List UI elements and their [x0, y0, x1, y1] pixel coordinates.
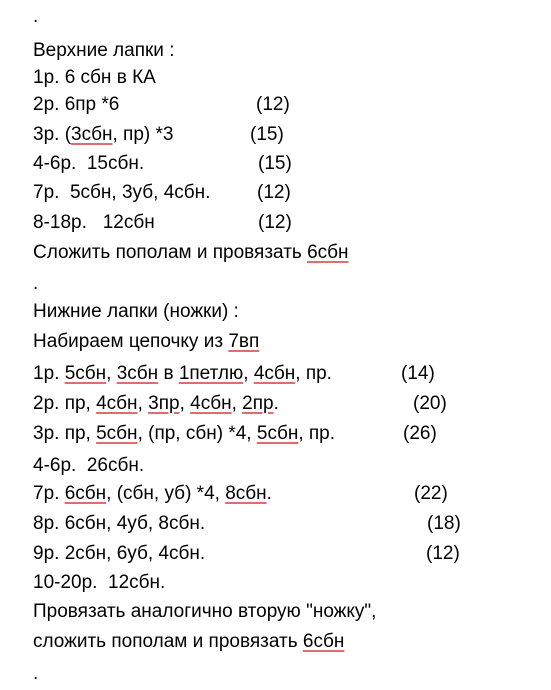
stitch-count: (26) — [403, 423, 437, 444]
stitch-count: (12) — [256, 94, 290, 115]
pattern-line — [33, 327, 259, 356]
line-text: Набираем цепочку из — [33, 331, 229, 352]
line-text: Нижние лапки (ножки) : — [33, 301, 239, 322]
underlined-term: 6сбн — [307, 242, 349, 263]
pattern-line — [33, 269, 38, 298]
underlined-term: 4сбн — [253, 363, 296, 384]
line-text: 10-20р. 12сбн. — [33, 572, 166, 593]
pattern-line — [33, 90, 119, 119]
underlined-term: 5сбн — [256, 423, 299, 444]
line-text: . — [266, 483, 272, 504]
line-text: Провязать аналогично вторую "ножку", — [33, 601, 377, 622]
line-text: 2р. пр, — [33, 393, 97, 414]
pattern-line — [33, 149, 144, 178]
pattern-line — [33, 238, 349, 267]
pattern-line — [33, 63, 156, 92]
line-text: 4-6р. 15сбн. — [33, 153, 145, 174]
line-text: сложить пополам и провязать — [33, 631, 303, 652]
pattern-line — [33, 297, 239, 326]
underlined-term: 3сбн — [71, 124, 113, 145]
pattern-line — [33, 120, 173, 149]
underlined-term: 4сбн — [96, 393, 138, 414]
pattern-line — [33, 659, 38, 688]
stitch-count: (15) — [250, 124, 284, 145]
line-text: 1р. 6 сбн в КА — [33, 67, 156, 88]
pattern-line — [33, 389, 279, 418]
underlined-term: 8сбн — [225, 483, 267, 504]
pattern-line — [33, 359, 332, 388]
underlined-term: 5сбн — [64, 363, 107, 384]
pattern-line — [33, 178, 210, 207]
line-text: 3р. пр, — [33, 423, 97, 444]
underlined-term: 5сбн — [96, 423, 138, 444]
line-text: , — [231, 393, 243, 414]
line-text: , (сбн, уб) *4, — [106, 483, 226, 504]
line-text: . — [33, 663, 39, 684]
pattern-line — [33, 509, 205, 538]
line-text: , — [179, 393, 191, 414]
pattern-line — [33, 539, 205, 568]
line-text: , — [137, 393, 149, 414]
stitch-count: (14) — [401, 363, 435, 384]
underlined-term: 3пр — [148, 393, 180, 414]
stitch-count: (22) — [414, 483, 448, 504]
underlined-term: 4сбн — [190, 393, 232, 414]
stitch-count: (15) — [258, 153, 292, 174]
pattern-line — [33, 208, 155, 237]
pattern-line — [33, 627, 344, 656]
pattern-line — [33, 2, 38, 31]
stitch-count: (12) — [257, 182, 291, 203]
line-text: 1р. — [33, 363, 65, 384]
underlined-term: 6сбн — [64, 483, 107, 504]
underlined-term: 2пр — [242, 393, 274, 414]
line-text: , пр. — [295, 363, 332, 384]
stitch-count: (12) — [426, 543, 460, 564]
line-text: 8-18р. 12сбн — [33, 212, 155, 233]
line-text: в — [158, 363, 179, 384]
line-text: 8р. 6сбн, 4уб, 8сбн. — [33, 513, 206, 534]
pattern-line — [33, 36, 174, 65]
pattern-line — [33, 597, 376, 626]
underlined-term: 6сбн — [302, 631, 345, 652]
line-text: 7р. 5сбн, 3уб, 4сбн. — [33, 182, 211, 203]
line-text: . — [273, 393, 279, 414]
line-text: . — [33, 273, 39, 294]
line-text: Сложить пополам и провязать — [33, 242, 308, 263]
line-text: 4-6р. 26сбн. — [33, 455, 145, 476]
underlined-term: 3сбн — [116, 363, 159, 384]
line-text: 2р. 6пр *6 — [33, 94, 120, 115]
stitch-count: (20) — [413, 393, 447, 414]
line-text: Верхние лапки : — [33, 40, 175, 61]
underlined-term: 7вп — [228, 331, 260, 352]
pattern-line — [33, 451, 144, 480]
line-text: , — [106, 363, 117, 384]
line-text: . — [33, 6, 39, 27]
stitch-count: (12) — [258, 212, 292, 233]
line-text: , (пр, сбн) *4, — [137, 423, 257, 444]
line-text: , — [243, 363, 254, 384]
stitch-count: (18) — [427, 513, 461, 534]
line-text: , пр) *3 — [112, 124, 174, 145]
pattern-line — [33, 479, 272, 508]
line-text: , пр. — [298, 423, 336, 444]
line-text: 9р. 2сбн, 6уб, 4сбн. — [33, 543, 206, 564]
pattern-line — [33, 419, 335, 448]
line-text: 3р. ( — [33, 124, 72, 145]
pattern-line — [33, 568, 165, 597]
underlined-term: 1петлю — [178, 363, 244, 384]
line-text: 7р. — [33, 483, 65, 504]
